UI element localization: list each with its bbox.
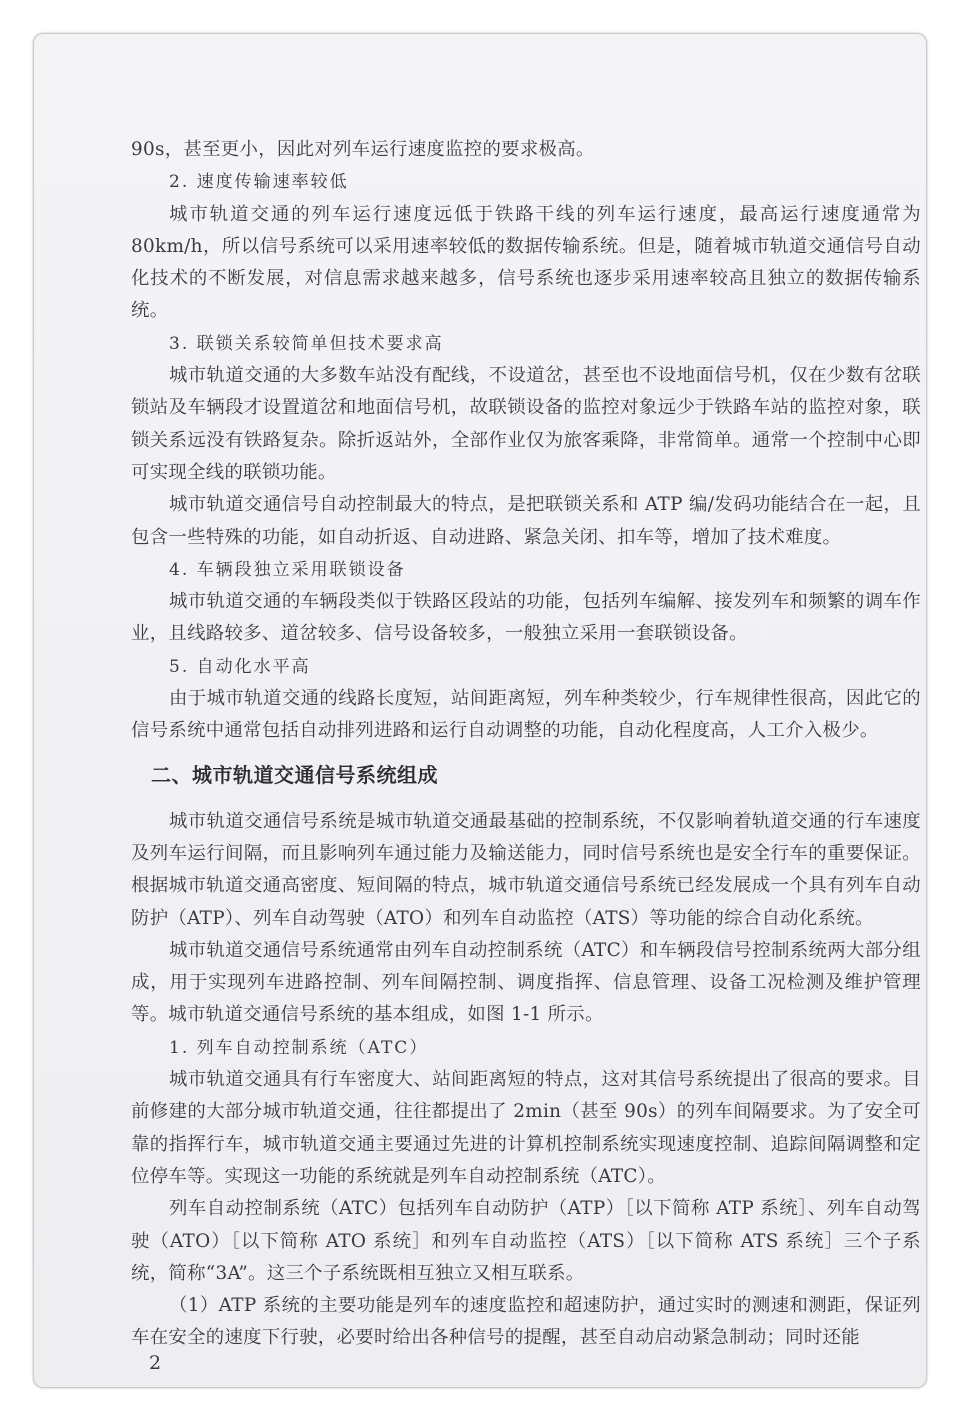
paragraph: 城市轨道交通的车辆段类似于铁路区段站的功能，包括列车编解、接发列车和频繁的调车作业，且线路较多、道岔较多、信号设备较多，一般独立采用一套联锁设备。 bbox=[131, 591, 921, 645]
paragraph: 城市轨道交通信号系统是城市轨道交通最基础的控制系统，不仅影响着轨道交通的行车速度及列车运行间隔，而且影响列车通过能力及输送能力，同时信号系统也是安全行车的重要保证。根据城市轨道交通高密度、短间隔的特点，城市轨道交通信号系统已经发展成一个具有列车自动防护（ATP）、列车自动驾驶（ATO）和列车自动监控（ATS）等功能的综合自动化系统。 bbox=[131, 810, 921, 929]
subheading-automation-level: 5. 自动化水平高 bbox=[169, 656, 311, 677]
subheading-interlocking: 3. 联锁关系较简单但技术要求高 bbox=[169, 333, 444, 354]
paragraph: 列车自动控制系统（ATC）包括列车自动防护（ATP）［以下简称 ATP 系统］、列车自动驾驶（ATO）［以下简称 ATO 系统］和列车自动监控（ATS）［以下简称 ATS 系统］三个子系统，简称“3A”。这三个子系统既相互独立又相互联系。 bbox=[131, 1198, 921, 1284]
paragraph: （1）ATP 系统的主要功能是列车的速度监控和超速防护，通过实时的测速和测距，保证列车在安全的速度下行驶，必要时给出各种信号的提醒，甚至自动启动紧急制动；同时还能 bbox=[131, 1295, 921, 1349]
section-heading: 二、城市轨道交通信号系统组成 bbox=[151, 762, 438, 787]
paragraph-continuation: 90s，甚至更小，因此对列车运行速度监控的要求极高。 bbox=[131, 139, 595, 160]
subheading-depot-interlocking: 4. 车辆段独立采用联锁设备 bbox=[169, 559, 406, 580]
page-number: 2 bbox=[149, 1352, 162, 1374]
paragraph: 由于城市轨道交通的线路长度短，站间距离短，列车种类较少，行车规律性很高，因此它的信号系统中通常包括自动排列进路和运行自动调整的功能，自动化程度高，人工介入极少。 bbox=[131, 688, 921, 742]
paragraph: 城市轨道交通信号自动控制最大的特点，是把联锁关系和 ATP 编/发码功能结合在一起，且包含一些特殊的功能，如自动折返、自动进路、紧急关闭、扣车等，增加了技术难度。 bbox=[131, 494, 921, 548]
paragraph: 城市轨道交通信号系统通常由列车自动控制系统（ATC）和车辆段信号控制系统两大部分组成，用于实现列车进路控制、列车间隔控制、调度指挥、信息管理、设备工况检测及维护管理等。城市轨道交通信号系统的基本组成，如图 1-1 所示。 bbox=[131, 939, 921, 1026]
subheading-atc: 1. 列车自动控制系统（ATC） bbox=[169, 1037, 429, 1058]
document-page bbox=[33, 33, 927, 1388]
paragraph: 城市轨道交通具有行车密度大、站间距离短的特点，这对其信号系统提出了很高的要求。目前修建的大部分城市轨道交通，往往都提出了 2min（甚至 90s）的列车间隔要求。为了安全可靠的指挥行车，城市轨道交通主要通过先进的计算机控制系统实现速度控制、追踪间隔调整和定位停车等。实现这一功能的系统就是列车自动控制系统（ATC）。 bbox=[131, 1069, 921, 1187]
paragraph: 城市轨道交通的列车运行速度远低于铁路干线的列车运行速度，最高运行速度通常为80km/h，所以信号系统可以采用速率较低的数据传输系统。但是，随着城市轨道交通信号自动化技术的不断发展，对信息需求越来越多，信号系统也逐步采用速率较高且独立的数据传输系统。 bbox=[131, 203, 921, 322]
paragraph: 城市轨道交通的大多数车站没有配线，不设道岔，甚至也不设地面信号机，仅在少数有岔联锁站及车辆段才设置道岔和地面信号机，故联锁设备的监控对象远少于铁路车站的监控对象，联锁关系远没有铁路复杂。除折返站外，全部作业仅为旅客乘降，非常简单。通常一个控制中心即可实现全线的联锁功能。 bbox=[131, 365, 921, 483]
page-content bbox=[131, 134, 921, 1355]
subheading-speed-transmission: 2. 速度传输速率较低 bbox=[169, 172, 349, 193]
